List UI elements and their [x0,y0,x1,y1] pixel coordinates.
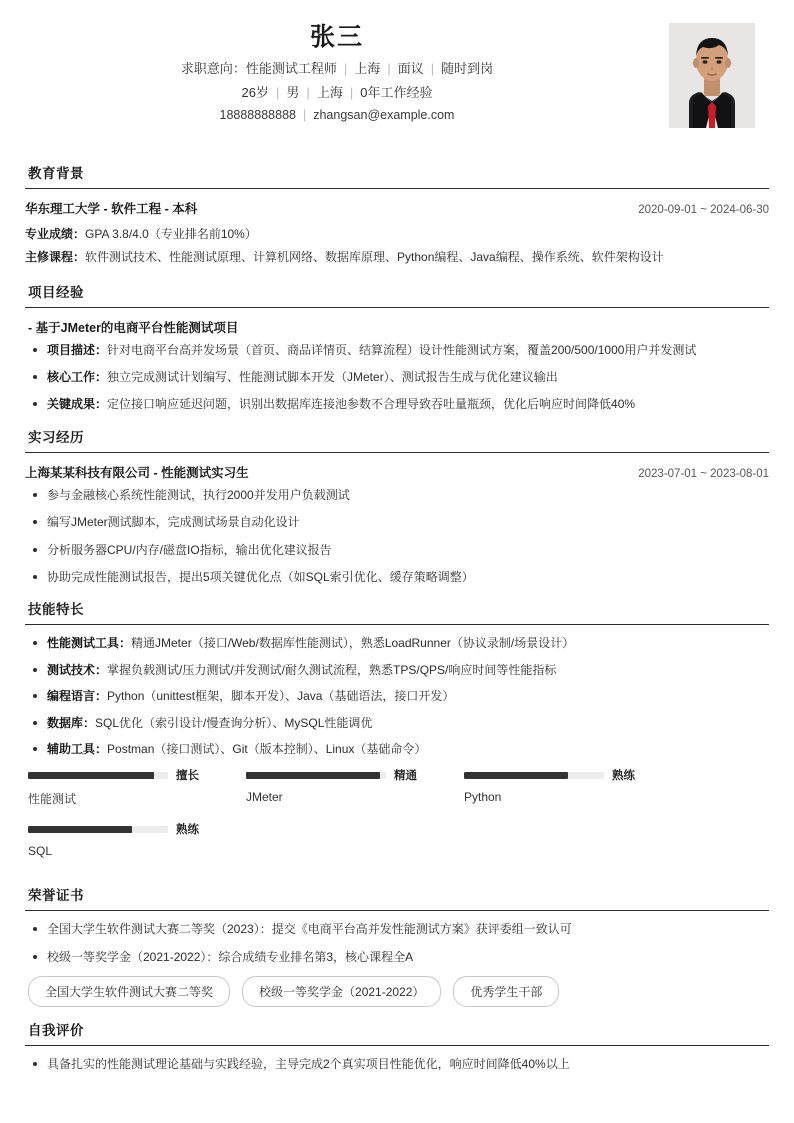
section-title-education: 教育背景 [28,166,84,181]
list-item [25,342,769,359]
skill-bar-item [464,767,682,807]
section-education [25,162,769,269]
list-item [25,741,769,758]
honor-tag: 校级一等奖学金（2021-2022） [242,976,441,1007]
personal-location: 上海 [316,84,343,100]
separator: | [276,84,280,100]
section-divider [25,307,769,308]
education-gpa-line [25,223,769,246]
section-self-evaluation [25,1019,769,1073]
skill-bar-item [28,821,246,858]
section-honors [25,884,769,1007]
skill-bar-row [464,767,682,783]
honor-tag: 优秀学生干部 [453,976,559,1007]
list-item-label: 测试技术： [47,662,108,677]
personal-age: 26岁 [241,84,270,100]
job-intention-salary: 面议 [397,61,424,77]
list-item-label: 性能测试工具： [47,636,132,651]
list-item-text: 针对电商平台高并发场景（首页、商品详情页、结算流程）设计性能测试方案，覆盖200/500/1000用户并发测试 [107,342,697,357]
skill-bar-track [246,772,386,779]
list-item-label: 编程语言： [47,689,108,704]
skill-name-label: SQL [28,844,53,859]
education-courses-label: 主修课程： [25,249,86,264]
job-intention-line [25,62,649,76]
section-title-self-evaluation: 自我评价 [28,1023,84,1039]
header-text-block [25,22,769,123]
list-item-text: 独立完成测试计划编写、性能测试脚本开发（JMeter）、测试报告生成与优化建议输出 [107,369,558,384]
avatar [669,23,755,128]
list-item-label: 数据库： [47,715,96,730]
section-divider [25,624,769,625]
resume-header [25,0,769,150]
list-item [25,396,769,413]
personal-experience: 0年工作经验 [360,84,433,100]
education-school: 华东理工大学 - 软件工程 - 本科 [25,202,198,216]
list-item-text: Postman（接口测试）、Git（版本控制）、Linux（基础命令） [107,741,427,756]
skill-bar-track [28,772,168,779]
list-item: 校级一等奖学金（2021-2022）：综合成绩专业排名第3，核心课程全A [25,949,769,966]
honors-bullet-list [25,921,769,966]
skill-level-label: 熟练 [176,824,199,837]
skills-bullet-list [25,635,769,758]
job-intention-city: 上海 [354,61,381,77]
skill-bar-row [28,767,246,783]
internship-entry-head [25,463,769,481]
list-item [25,688,769,705]
list-item [25,635,769,652]
section-title-honors: 荣誉证书 [28,888,84,904]
education-gpa-value: GPA 3.8/4.0（专业排名前10%） [85,227,257,241]
skill-level-label: 擅长 [176,770,199,783]
list-item-text: 精通JMeter（接口/Web/数据库性能测试），熟悉LoadRunner（协议录制/场景设计） [131,636,575,651]
personal-gender: 男 [286,84,300,100]
separator: | [430,61,435,77]
section-skills [25,598,769,872]
list-item: 参与金融核心系统性能测试，执行2000并发用户负载测试 [25,487,769,504]
job-intention-position: 性能测试工程师 [245,61,337,77]
list-item-text: SQL优化（索引设计/慢查询分析）、MySQL性能调优 [95,715,373,730]
list-item-label: 辅助工具： [47,741,108,756]
skill-name-label: JMeter [246,790,283,805]
list-item: 具备扎实的性能测试理论基础与实践经验，主导完成2个真实项目性能优化，响应时间降低40%以上 [25,1056,769,1073]
contact-email: zhangsan@example.com [313,107,455,122]
list-item-text: 定位接口响应延迟问题，识别出数据库连接池参数不合理导致吞吐量瓶颈，优化后响应时间降低40% [107,397,636,412]
section-divider [25,452,769,453]
section-divider [25,188,769,189]
section-title-skills: 技能特长 [28,602,84,618]
skill-bar-fill [246,772,380,779]
skill-bar-item [246,767,464,807]
list-item: 分析服务器CPU/内存/磁盘IO指标，输出优化建议报告 [25,542,769,559]
page-title: 张三 [309,23,364,51]
education-date: 2020-09-01 ~ 2024-06-30 [638,204,769,216]
honor-tag-list [25,976,769,1007]
section-title-project: 项目经验 [28,284,84,300]
list-item: 编写JMeter测试脚本，完成测试场景自动化设计 [25,514,769,531]
list-item-label: 核心工作： [47,369,108,384]
list-item-text: 掌握负载测试/压力测试/并发测试/耐久测试流程，熟悉TPS/QPS/响应时间等性能指标 [107,662,557,677]
education-entry [25,199,769,269]
skill-level-label: 熟练 [612,770,635,783]
separator: | [343,61,348,77]
education-courses-value: 软件测试技术、性能测试原理、计算机网络、数据库原理、Python编程、Java编程、操作系统、软件架构设计 [85,249,664,264]
skill-name-label: 性能测试 [28,792,77,807]
skill-bar-row [246,767,464,783]
project-bullet-list [25,342,769,414]
section-divider [25,1045,769,1046]
list-item [25,715,769,732]
skill-bar-item [28,767,246,807]
skill-name-label: Python [464,790,502,805]
skill-bar-fill [464,772,568,779]
skill-bar-track [464,772,604,779]
skill-bar-grid [25,767,769,872]
project-name: - 基于JMeter的电商平台性能测试项目 [28,320,239,335]
contact-phone: 18888888888 [219,107,296,122]
separator: | [387,61,391,77]
skill-bar-track [28,826,168,833]
contact-line [25,109,649,123]
section-divider [25,910,769,911]
skill-bar-row [28,821,246,837]
skill-bar-fill [28,772,154,779]
portrait-photo-icon [669,23,755,128]
honor-tag: 全国大学生软件测试大赛二等奖 [28,976,230,1007]
section-title-internship: 实习经历 [28,429,84,445]
skill-bar-fill [28,826,132,833]
list-item: 全国大学生软件测试大赛二等奖（2023）：提交《电商平台高并发性能测试方案》获评委组一致认可 [25,921,769,938]
section-project [25,281,769,414]
education-gpa-label: 专业成绩： [25,227,86,241]
separator: | [302,107,307,122]
education-courses-line [25,246,769,269]
list-item-label: 关键成果： [47,397,108,412]
personal-info-line [25,86,649,100]
job-intention-label: 求职意向： [180,61,246,77]
internship-bullet-list [25,487,769,587]
self-evaluation-bullet-list [25,1056,769,1073]
skill-level-label: 精通 [394,770,417,783]
internship-date: 2023-07-01 ~ 2023-08-01 [638,467,769,480]
list-item-label: 项目描述： [47,342,108,357]
list-item-text: Python（unittest框架，脚本开发）、Java（基础语法，接口开发） [107,689,455,704]
list-item [25,369,769,386]
list-item [25,662,769,679]
job-intention-availability: 随时到岗 [441,61,494,77]
separator: | [306,84,310,100]
education-entry-head [25,199,769,217]
list-item: 协助完成性能测试报告，提出5项关键优化点（如SQL索引优化、缓存策略调整） [25,569,769,586]
internship-company: 上海某某科技有限公司 - 性能测试实习生 [25,465,249,480]
section-internship [25,426,769,587]
separator: | [349,84,354,100]
